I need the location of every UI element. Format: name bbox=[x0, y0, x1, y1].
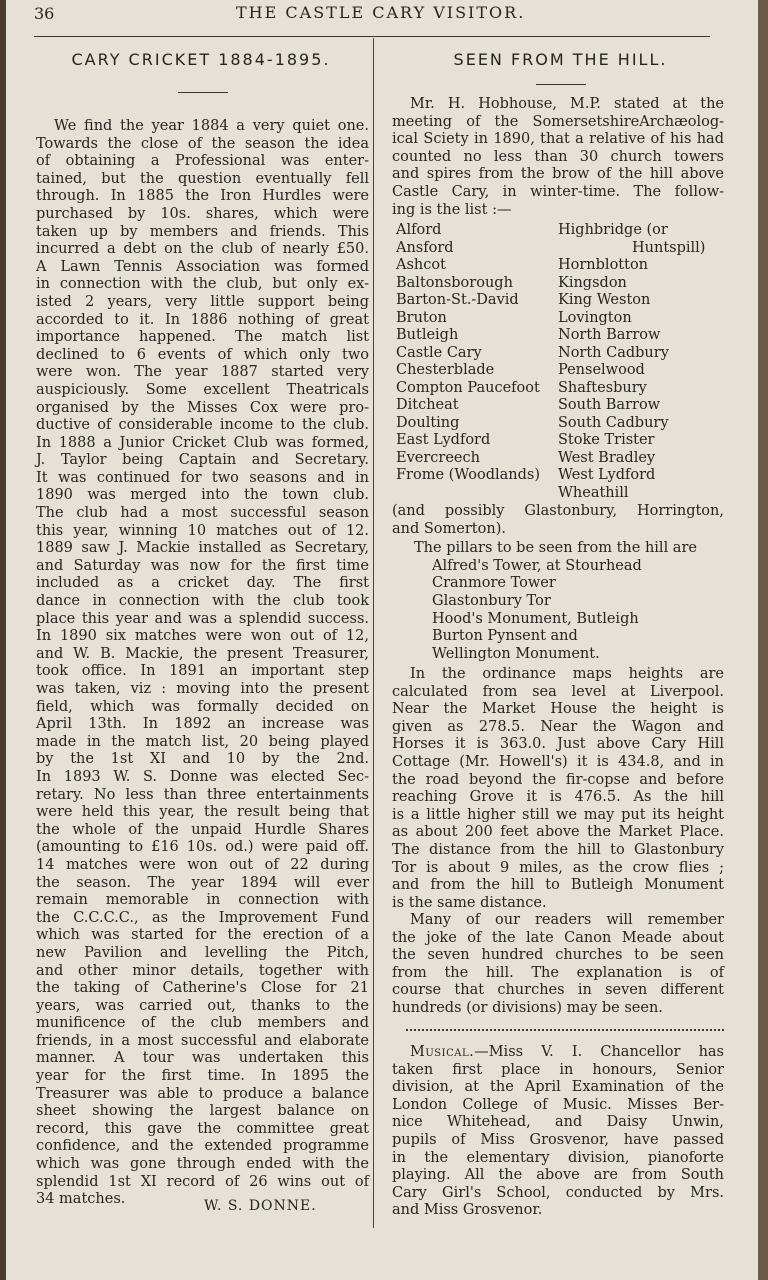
article-line: by the 1st XI and 10 by the 2nd. bbox=[36, 751, 369, 768]
town-row bbox=[396, 345, 726, 363]
town-name: Highbridge (or bbox=[558, 222, 668, 238]
article-line: Cary Girl's School, conducted by Mrs. bbox=[392, 1184, 724, 1201]
article-line: and Miss Grosvenor. bbox=[392, 1202, 543, 1219]
article-line: and other minor details, together with bbox=[36, 962, 369, 979]
town-name: North Barrow bbox=[558, 327, 661, 343]
article-line: in the elementary division, pianoforte bbox=[392, 1149, 724, 1166]
town-name: Compton Paucefoot bbox=[396, 379, 540, 396]
town-name: King Weston bbox=[558, 292, 651, 308]
right-article-after-list bbox=[392, 503, 724, 663]
article-line: 14 matches were won out of 22 during bbox=[36, 856, 369, 873]
town-name: South Barrow bbox=[558, 397, 661, 413]
left-article-body bbox=[36, 118, 369, 1209]
town-name: Barton-St.-David bbox=[396, 292, 519, 308]
article-line: given as 278.5. Near the Wagon and bbox=[392, 718, 724, 735]
article-line: Mr. H. Hobhouse, M.P. stated at the bbox=[410, 96, 724, 112]
town-row bbox=[396, 397, 726, 415]
article-line: splendid 1st XI record of 26 wins out of bbox=[36, 1173, 369, 1190]
article-line: declined to 6 events of which only two bbox=[36, 346, 369, 363]
town-name: North Cadbury bbox=[558, 344, 669, 361]
left-article-title: CARY CRICKET 1884-1895. bbox=[71, 50, 331, 69]
pillar-item: Alfred's Tower, at Stourhead bbox=[432, 557, 642, 574]
town-name: Shaftesbury bbox=[558, 379, 647, 396]
town-row bbox=[396, 485, 726, 503]
town-name: Huntspill) bbox=[632, 239, 706, 256]
article-line: 34 matches. bbox=[36, 1191, 126, 1208]
article-line: took office. In 1891 an important step bbox=[36, 663, 369, 680]
article-line: isted 2 years, very little support being bbox=[36, 293, 369, 310]
article-line: which was started for the erection of a bbox=[36, 927, 369, 944]
running-title: THE CASTLE CARY VISITOR. bbox=[236, 3, 526, 22]
article-line: is a little higher still we may put its height bbox=[392, 806, 724, 823]
article-line: Near the Market House the height is bbox=[392, 701, 724, 718]
town-name: West Bradley bbox=[558, 449, 656, 466]
town-row bbox=[396, 222, 726, 240]
right-article-heights bbox=[392, 666, 724, 912]
article-line: The distance from the hill to Glastonbury bbox=[392, 841, 724, 858]
article-line: playing. All the above are from South bbox=[392, 1167, 724, 1184]
article-line: counted no less than 30 church towers bbox=[392, 148, 724, 165]
town-name: Frome (Woodlands) bbox=[396, 467, 540, 483]
town-name: Ashcot bbox=[396, 257, 446, 273]
town-name: Bruton bbox=[396, 309, 447, 326]
town-row bbox=[396, 240, 726, 258]
musical-label: Musical. bbox=[410, 1044, 475, 1060]
magazine-page bbox=[6, 0, 758, 1280]
article-line: In 1890 six matches were won out of 12, bbox=[36, 628, 369, 645]
article-line: dance in connection with the club took bbox=[36, 593, 369, 610]
article-signature: W. S. DONNE. bbox=[204, 1198, 317, 1214]
article-line: retary. No less than three entertainments bbox=[36, 786, 369, 803]
town-row bbox=[396, 257, 726, 275]
pillar-item: Hood's Monument, Butleigh bbox=[432, 610, 639, 627]
article-line: Tor is about 9 miles, as the crow flies ; bbox=[392, 859, 724, 876]
article-line: field, which was formally decided on bbox=[36, 698, 369, 715]
article-line: organised by the Misses Cox were pro- bbox=[36, 399, 369, 416]
page-header bbox=[6, 0, 758, 26]
article-line: made in the match list, 20 being played bbox=[36, 733, 369, 750]
article-line: the season. The year 1894 will ever bbox=[36, 874, 369, 891]
town-row bbox=[396, 275, 726, 293]
article-line: ductive of considerable income to the club. bbox=[36, 417, 369, 434]
town-name: Doulting bbox=[396, 414, 460, 431]
town-name: Alford bbox=[396, 222, 442, 238]
article-line: Many of our readers will remember bbox=[410, 912, 724, 928]
pillar-item: Cranmore Tower bbox=[432, 575, 556, 592]
article-line: in connection with the club, but only ex- bbox=[36, 276, 369, 293]
article-line: remain memorable in connection with bbox=[36, 892, 369, 909]
town-name: Ansford bbox=[396, 239, 454, 256]
pillars-intro: The pillars to be seen from the hill are bbox=[414, 540, 697, 557]
article-line: In the ordinance maps heights are bbox=[410, 666, 724, 682]
town-name: Kingsdon bbox=[558, 274, 627, 291]
article-line: calculated from sea level at Liverpool. bbox=[392, 683, 724, 700]
article-line: this year, winning 10 matches out of 12. bbox=[36, 522, 369, 539]
article-line: which was gone through ended with the bbox=[36, 1156, 369, 1173]
right-article-title: SEEN FROM THE HILL. bbox=[453, 50, 668, 69]
article-line: accorded to it. In 1886 nothing of great bbox=[36, 311, 369, 328]
article-line: April 13th. In 1892 an increase was bbox=[36, 716, 369, 733]
article-line: the joke of the late Canon Meade about bbox=[392, 929, 724, 946]
article-line: were held this year, the result being that bbox=[36, 804, 369, 821]
right-title-rule bbox=[536, 84, 586, 85]
town-row bbox=[396, 432, 726, 450]
article-line: years, was carried out, thanks to the bbox=[36, 997, 369, 1014]
article-line: auspiciously. Some excellent Theatricals bbox=[36, 381, 369, 398]
section-dotted-rule bbox=[406, 1029, 724, 1031]
article-line: Towards the close of the season the idea bbox=[36, 135, 369, 152]
article-line: and Saturday was now for the first time bbox=[36, 557, 369, 574]
town-row bbox=[396, 415, 726, 433]
article-line: were won. The year 1887 started very bbox=[36, 364, 369, 381]
town-name: Castle Cary bbox=[396, 344, 482, 361]
article-line: munificence of the club members and bbox=[36, 1015, 369, 1032]
right-article-intro bbox=[392, 96, 724, 219]
article-line: 1889 saw J. Mackie installed as Secretary, bbox=[36, 540, 369, 557]
article-line: nice Whitehead, and Daisy Unwin, bbox=[392, 1114, 724, 1131]
article-line: The club had a most successful season bbox=[36, 505, 369, 522]
town-name: East Lydford bbox=[396, 432, 491, 448]
article-line: incurred a debt on the club of nearly £50. bbox=[36, 241, 369, 258]
town-row bbox=[396, 450, 726, 468]
town-name: Wheathill bbox=[558, 484, 629, 501]
musical-first-line: —Miss V. I. Chancellor has bbox=[474, 1044, 724, 1060]
article-line: manner. A tour was undertaken this bbox=[36, 1050, 369, 1067]
town-row bbox=[396, 467, 726, 485]
church-towns-list bbox=[396, 222, 726, 502]
town-name: South Cadbury bbox=[558, 414, 669, 431]
article-line: sheet showing the largest balance on bbox=[36, 1103, 369, 1120]
article-line: purchased by 10s. shares, which were bbox=[36, 205, 369, 222]
pillar-item: Wellington Monument. bbox=[432, 645, 600, 662]
article-line: of obtaining a Professional was enter- bbox=[36, 153, 369, 170]
article-line: In 1888 a Junior Cricket Club was formed, bbox=[36, 434, 369, 451]
article-line: hundreds (or divisions) may be seen. bbox=[392, 999, 663, 1016]
article-line: taken up by members and friends. This bbox=[36, 223, 369, 240]
article-line: and W. B. Mackie, the present Treasurer, bbox=[36, 645, 369, 662]
article-line: 1890 was merged into the town club. bbox=[36, 487, 369, 504]
article-line: importance happened. The match list bbox=[36, 329, 369, 346]
town-name: Ditcheat bbox=[396, 397, 459, 413]
town-name: Lovington bbox=[558, 309, 632, 326]
right-article-joke bbox=[392, 912, 724, 1018]
town-name: Baltonsborough bbox=[396, 274, 513, 291]
town-name: Chesterblade bbox=[396, 362, 495, 378]
town-row bbox=[396, 292, 726, 310]
header-rule bbox=[34, 36, 710, 37]
article-line: and from the hill to Butleigh Monument bbox=[392, 877, 724, 894]
article-line: and spires from the brow of the hill above bbox=[392, 166, 724, 183]
article-line: tained, but the question eventually fell bbox=[36, 170, 369, 187]
article-line: was taken, viz : moving into the present bbox=[36, 681, 369, 697]
article-line: through. In 1885 the Iron Hurdles were bbox=[36, 188, 369, 205]
article-line: the seven hundred churches to be seen bbox=[392, 947, 724, 964]
article-line: reaching Grove it is 476.5. As the hill bbox=[392, 789, 724, 806]
article-line: course that churches in seven different bbox=[392, 982, 724, 999]
article-line: taken first place in honours, Senior bbox=[392, 1061, 724, 1078]
column-divider bbox=[373, 38, 374, 1228]
article-line: meeting of the SomersetshireArchæolog- bbox=[392, 113, 724, 130]
town-row bbox=[396, 362, 726, 380]
article-line: friends, in a most successful and elaborate bbox=[36, 1032, 369, 1049]
article-line: division, at the April Examination of the bbox=[392, 1079, 724, 1096]
article-line: It was continued for two seasons and in bbox=[36, 469, 369, 486]
article-line: the taking of Catherine's Close for 21 bbox=[36, 980, 369, 997]
article-line: Cottage (Mr. Howell's) it is 434.8, and in bbox=[392, 753, 724, 770]
left-title-rule bbox=[178, 92, 228, 93]
town-row bbox=[396, 310, 726, 328]
article-line: We find the year 1884 a very quiet one. bbox=[54, 118, 369, 134]
article-line: and Somerton). bbox=[392, 520, 506, 537]
article-line: J. Taylor being Captain and Secretary. bbox=[36, 452, 369, 469]
article-line: the C.C.C.C., as the Improvement Fund bbox=[36, 909, 369, 926]
town-name: Butleigh bbox=[396, 327, 459, 343]
page-outer-edge bbox=[758, 0, 768, 1280]
article-line: ical Sciety in 1890, that a relative of his had bbox=[392, 131, 724, 148]
town-name: Stoke Trister bbox=[558, 432, 655, 448]
page-number: 36 bbox=[34, 4, 55, 23]
town-name: Penselwood bbox=[558, 362, 645, 378]
article-line: Treasurer was able to produce a balance bbox=[36, 1085, 369, 1102]
town-name: West Lydford bbox=[558, 467, 656, 483]
article-line: pupils of Miss Grosvenor, have passed bbox=[392, 1131, 724, 1148]
article-line: is the same distance. bbox=[392, 894, 547, 911]
town-name: Evercreech bbox=[396, 449, 480, 466]
article-line: ing is the list :— bbox=[392, 201, 512, 218]
article-line: (and possibly Glastonbury, Horrington, bbox=[392, 503, 724, 519]
town-row bbox=[396, 327, 726, 345]
pillar-item: Glastonbury Tor bbox=[432, 592, 551, 609]
article-line: confidence, and the extended programme bbox=[36, 1138, 369, 1155]
town-name bbox=[396, 485, 558, 503]
article-line: record, this gave the committee great bbox=[36, 1120, 369, 1137]
article-line: place this year and was a splendid success. bbox=[36, 610, 369, 627]
article-line: A Lawn Tennis Association was formed bbox=[36, 258, 369, 275]
article-line: Horses it is 363.0. Just above Cary Hill bbox=[392, 736, 724, 753]
article-line: (amounting to £16 10s. od.) were paid off. bbox=[36, 839, 369, 856]
musical-notice bbox=[392, 1044, 724, 1220]
article-line: new Pavilion and levelling the Pitch, bbox=[36, 944, 369, 961]
article-line bbox=[392, 1044, 724, 1062]
article-line: included as a cricket day. The first bbox=[36, 575, 369, 592]
article-line: the road beyond the fir-copse and before bbox=[392, 771, 724, 788]
article-line: from the hill. The explanation is of bbox=[392, 964, 724, 981]
article-line: as about 200 feet above the Market Place. bbox=[392, 824, 724, 841]
town-name: Hornblotton bbox=[558, 257, 649, 273]
article-line: London College of Music. Misses Ber- bbox=[392, 1096, 724, 1113]
article-line: the whole of the unpaid Hurdle Shares bbox=[36, 821, 369, 838]
article-line: year for the first time. In 1895 the bbox=[36, 1068, 369, 1085]
pillar-item: Burton Pynsent and bbox=[432, 628, 578, 645]
article-line: Castle Cary, in winter-time. The follow- bbox=[392, 183, 724, 200]
town-row bbox=[396, 380, 726, 398]
article-line: In 1893 W. S. Donne was elected Sec- bbox=[36, 768, 369, 785]
